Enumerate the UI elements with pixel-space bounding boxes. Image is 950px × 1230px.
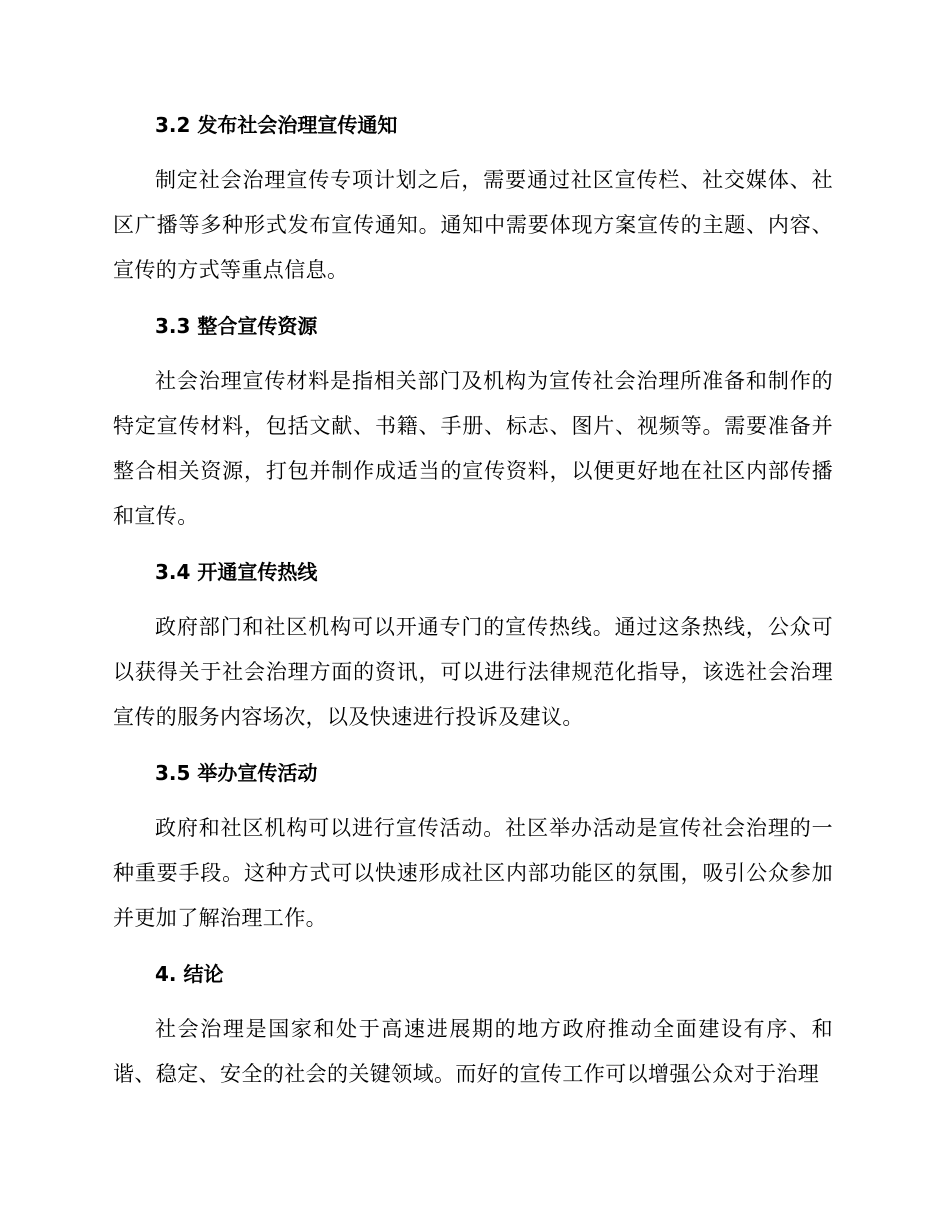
- section-paragraph: 社会治理是国家和处于高速进展期的地方政府推动全面建设有序、和谐、稳定、安全的社会的关键领域。而好的宣传工作可以增强公众对于治理: [113, 1017, 833, 1086]
- section-3-2: [113, 110, 833, 293]
- section-heading: 3.5 举办宣传活动: [155, 761, 318, 785]
- section-paragraph: 政府和社区机构可以进行宣传活动。社区举办活动是宣传社会治理的一种重要手段。这种方式可以快速形成社区内部功能区的氛围，吸引公众参加并更加了解治理工作。: [113, 816, 833, 930]
- document-page: [113, 110, 833, 1115]
- section-heading: 3.2 发布社会治理宣传通知: [155, 113, 398, 137]
- section-3-5: [113, 758, 833, 941]
- section-3-4: [113, 557, 833, 740]
- section-heading: 3.3 整合宣传资源: [155, 314, 318, 338]
- section-paragraph: 制定社会治理宣传专项计划之后，需要通过社区宣传栏、社交媒体、社区广播等多种形式发布宣传通知。通知中需要体现方案宣传的主题、内容、宣传的方式等重点信息。: [113, 168, 833, 282]
- section-paragraph: 社会治理宣传材料是指相关部门及机构为宣传社会治理所准备和制作的特定宣传材料，包括文献、书籍、手册、标志、图片、视频等。需要准备并整合相关资源，打包并制作成适当的宣传资料，以便更好地在社区内部传播和宣传。: [113, 369, 833, 528]
- section-heading: 3.4 开通宣传热线: [155, 560, 318, 584]
- section-heading: 4. 结论: [155, 962, 224, 986]
- section-4-conclusion: [113, 959, 833, 1097]
- section-3-3: [113, 311, 833, 539]
- section-paragraph: 政府部门和社区机构可以开通专门的宣传热线。通过这条热线，公众可以获得关于社会治理方面的资讯，可以进行法律规范化指导，该选社会治理宣传的服务内容场次，以及快速进行投诉及建议。: [113, 615, 833, 729]
